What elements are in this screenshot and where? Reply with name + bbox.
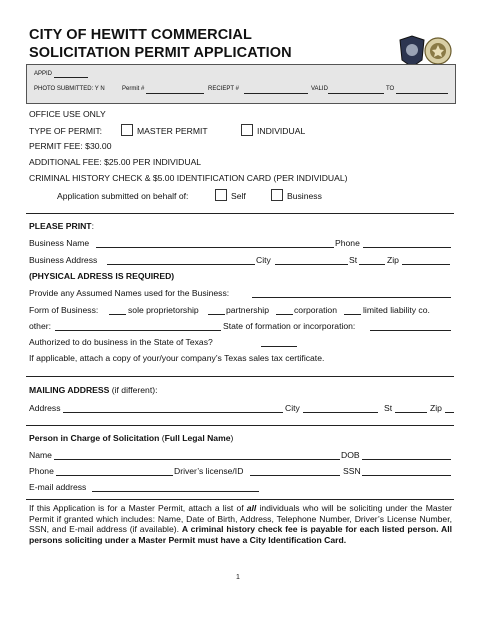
master-permit-instructions: If this Application is for a Master Permit, attach a list of all individuals who will be soliciting under the Master Permit if granted which includes: Name, Date of Birth, Address, Telephone Number, Driver’s License Number, SSN, and E-mail address (if available). A criminal history check fee is payable for each listed person. All persons soliciting under a Master Permit must have a City Identification Card. [29,503,452,545]
valid-to-field[interactable] [396,93,448,94]
city-label: City [256,255,271,265]
other-field[interactable] [55,330,221,331]
mailing-address-field[interactable] [63,412,283,413]
master-permit-label: MASTER PERMIT [137,126,208,136]
valid-label: VALID [311,86,328,92]
section-divider [26,376,454,377]
receipt-number-label: RECIEPT # [208,86,239,92]
mailing-state-field[interactable] [395,412,427,413]
business-name-label: Business Name [29,238,90,248]
criminal-check-text: CRIMINAL HISTORY CHECK & $5.00 IDENTIFICATION CARD (PER INDIVIDUAL) [29,173,348,183]
state-of-formation-label: State of formation or incorporation: [223,321,356,331]
person-phone-label: Phone [29,466,54,476]
individual-label: INDIVIDUAL [257,126,306,136]
ssn-label: SSN [343,466,361,476]
state-label: St [349,255,358,265]
mailing-zip-field[interactable] [445,412,454,413]
business-name-field[interactable] [96,247,334,248]
office-use-heading: OFFICE USE ONLY [29,109,106,119]
assumed-names-field[interactable] [252,297,451,298]
section-divider [26,213,454,214]
mailing-zip-label: Zip [430,403,442,413]
receipt-number-field[interactable] [244,93,308,94]
drivers-license-field[interactable] [250,475,340,476]
business-checkbox[interactable] [271,189,283,201]
photo-submitted-label: PHOTO SUBMITTED: Y N [34,86,105,92]
partnership-field[interactable] [208,314,225,315]
mailing-city-label: City [285,403,300,413]
business-address-label: Business Address [29,255,98,265]
business-address-field[interactable] [107,264,255,265]
authorized-texas-field[interactable] [261,346,297,347]
appid-label: APPID [34,71,53,77]
form-title-line1: CITY OF HEWITT COMMERCIAL [29,27,252,43]
person-in-charge-heading: Person in Charge of Solicitation (Full Legal Name) [29,433,234,443]
behalf-label: Application submitted on behalf of: [57,191,189,201]
permit-number-label: Permit # [122,86,145,92]
tax-certificate-note: If applicable, attach a copy of your/your company’s Texas sales tax certificate. [29,353,325,363]
office-use-box [26,64,456,104]
email-label: E-mail address [29,482,87,492]
person-name-label: Name [29,450,52,460]
physical-address-note: (PHYSICAL ADRESS IS REQUIRED) [29,271,175,281]
individual-checkbox[interactable] [241,124,253,136]
please-print-heading: PLEASE PRINT: [29,221,94,231]
valid-from-field[interactable] [328,93,384,94]
business-label: Business [287,191,322,201]
person-name-field[interactable] [54,459,340,460]
authorized-texas-label: Authorized to do business in the State of Texas? [29,337,213,347]
form-title-line2: SOLICITATION PERMIT APPLICATION [29,45,292,61]
permit-number-field[interactable] [146,93,204,94]
business-phone-field[interactable] [363,247,451,248]
business-zip-field[interactable] [402,264,450,265]
phone-label: Phone [335,238,360,248]
form-of-business-label: Form of Business: [29,305,99,315]
zip-label: Zip [387,255,399,265]
assumed-names-label: Provide any Assumed Names used for the Business: [29,288,230,298]
additional-fee-text: ADDITIONAL FEE: $25.00 PER INDIVIDUAL [29,157,202,167]
section-divider [26,425,454,426]
business-city-field[interactable] [275,264,348,265]
sole-proprietorship-label: sole proprietorship [128,305,199,315]
partnership-label: partnership [226,305,269,315]
state-of-formation-field[interactable] [370,330,451,331]
mailing-address-heading: MAILING ADDRESS (if different): [29,385,158,395]
person-phone-field[interactable] [56,475,173,476]
permit-fee-text: PERMIT FEE: $30.00 [29,141,112,151]
corporation-label: corporation [294,305,337,315]
page-number: 1 [236,574,240,581]
self-label: Self [231,191,246,201]
other-label: other: [29,321,51,331]
corporation-field[interactable] [276,314,293,315]
permit-type-label: TYPE OF PERMIT: [29,126,103,136]
llc-label: limited liability co. [363,305,430,315]
sole-proprietorship-field[interactable] [109,314,126,315]
valid-to-label: TO [386,86,395,92]
master-permit-checkbox[interactable] [121,124,133,136]
mailing-city-field[interactable] [303,412,378,413]
mailing-address-label: Address [29,403,61,413]
dob-label: DOB [341,450,360,460]
dob-field[interactable] [362,459,451,460]
appid-field[interactable] [54,77,88,78]
drivers-license-label: Driver’s license/ID [174,466,244,476]
self-checkbox[interactable] [215,189,227,201]
ssn-field[interactable] [362,475,451,476]
section-divider [26,499,454,500]
llc-field[interactable] [344,314,361,315]
mailing-state-label: St [384,403,393,413]
email-field[interactable] [92,491,259,492]
business-state-field[interactable] [359,264,385,265]
